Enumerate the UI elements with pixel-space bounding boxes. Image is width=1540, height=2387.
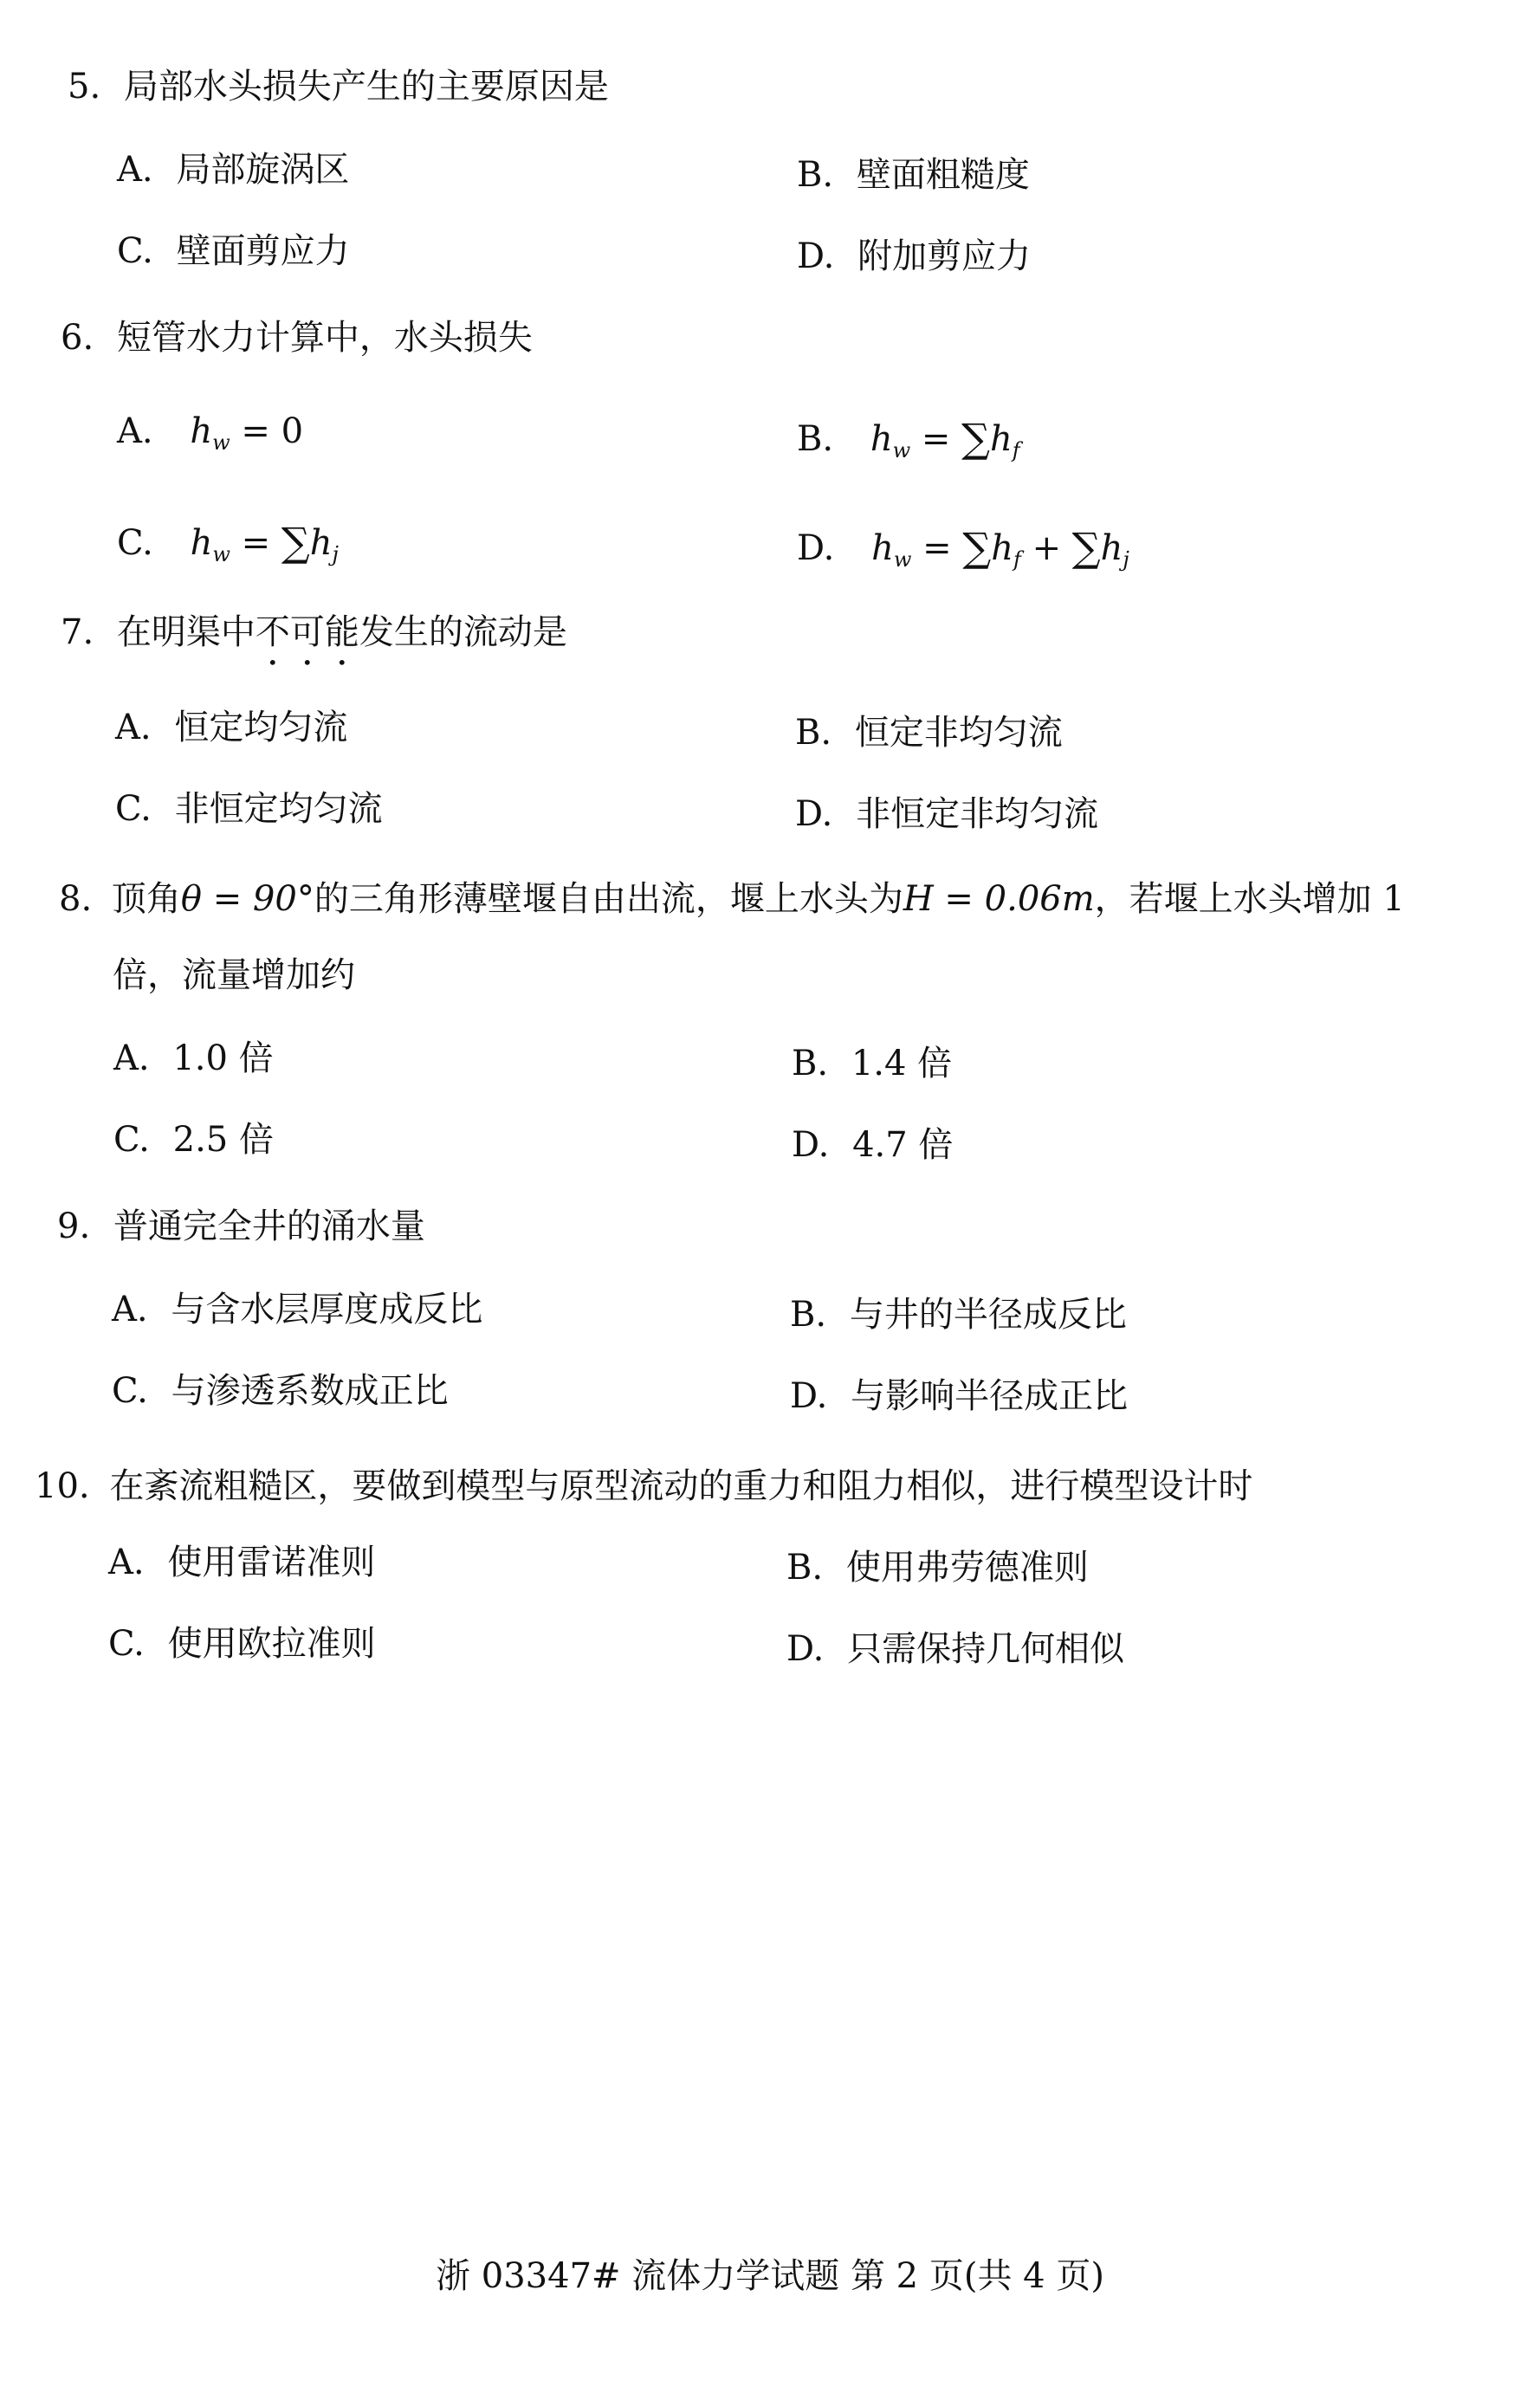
option-label: D. <box>790 1376 828 1416</box>
option-label: C. <box>117 231 153 271</box>
option-10a <box>108 1538 375 1587</box>
option-label: C. <box>108 1624 145 1664</box>
option-9d <box>790 1372 1128 1420</box>
question-8 <box>59 875 1405 923</box>
option-label: C. <box>112 1371 148 1411</box>
option-text: 与含水层厚度成反比 <box>171 1290 483 1329</box>
option-label: B. <box>797 419 834 459</box>
option-label: D. <box>786 1629 825 1669</box>
option-text: 4.7 倍 <box>852 1125 954 1165</box>
option-label: C. <box>115 789 152 829</box>
option-5d <box>797 232 1031 281</box>
option-label: B. <box>797 155 834 195</box>
question-5 <box>68 62 609 111</box>
option-label: A. <box>117 411 153 451</box>
question-stem: 短管水力计算中，水头损失 <box>116 318 533 358</box>
option-text: 局部旋涡区 <box>176 150 350 190</box>
option-10c <box>108 1620 376 1668</box>
option-text: 恒定非均匀流 <box>854 713 1063 753</box>
question-8-line2 <box>113 951 355 999</box>
question-stem: 普通完全井的涌水量 <box>113 1206 425 1246</box>
option-5b <box>797 151 1030 199</box>
option-label: B. <box>786 1548 824 1588</box>
question-stem-part: ，若堰上水头增加 1 <box>1094 879 1405 919</box>
question-stem: 在紊流粗糙区，要做到模型与原型流动的重力和阻力相似，进行模型设计时 <box>109 1466 1253 1506</box>
option-label: A. <box>113 1038 150 1078</box>
question-stem-after: 发生的流动是 <box>359 612 567 652</box>
option-text: 附加剪应力 <box>857 236 1032 276</box>
option-text: 非恒定非均匀流 <box>856 794 1099 834</box>
option-text: 与影响半径成正比 <box>851 1376 1129 1416</box>
option-label: D. <box>797 236 835 276</box>
theta-expression: θ = 90° <box>180 879 314 919</box>
question-stem-part: 的三角形薄壁堰自由出流，堰上水头为 <box>314 879 903 919</box>
option-text: 非恒定均匀流 <box>174 789 383 829</box>
formula-hw-sum-hj: $h_w = \sum h_j$ <box>190 519 339 566</box>
option-6a <box>117 407 303 467</box>
option-label: B. <box>792 1044 829 1084</box>
option-text: 壁面剪应力 <box>176 231 350 271</box>
option-label: B. <box>790 1295 827 1335</box>
formula-hw-sum-hf: $h_w = \sum h_f$ <box>870 415 1020 463</box>
option-7a <box>115 703 347 752</box>
option-label: C. <box>113 1120 150 1160</box>
question-stem-part: 顶角 <box>111 879 181 919</box>
page-footer: 浙 03347# 流体力学试题 第 2 页(共 4 页) <box>436 2256 1104 2296</box>
option-text: 2.5 倍 <box>172 1120 274 1160</box>
option-label: D. <box>795 794 833 834</box>
option-7c <box>115 785 383 833</box>
option-text: 只需保持几何相似 <box>847 1629 1125 1669</box>
option-text: 使用雷诺准则 <box>167 1543 376 1582</box>
question-6 <box>61 314 533 362</box>
question-number: 8. <box>59 879 93 919</box>
option-9b <box>790 1291 1127 1339</box>
option-6d <box>797 521 1129 584</box>
question-stem-before: 在明渠中 <box>116 612 256 652</box>
question-number: 7. <box>61 612 94 652</box>
option-text: 壁面粗糙度 <box>856 155 1030 195</box>
option-text: 1.4 倍 <box>851 1044 953 1084</box>
option-8a <box>113 1034 274 1083</box>
option-text: 与井的半径成反比 <box>849 1295 1127 1335</box>
option-label: C. <box>117 523 153 563</box>
option-label: A. <box>108 1543 145 1582</box>
question-stem: 局部水头损失产生的主要原因是 <box>123 67 609 107</box>
question-number: 5. <box>68 67 101 107</box>
head-expression: H = 0.06m <box>903 879 1095 919</box>
option-8d <box>792 1121 953 1169</box>
question-number: 9. <box>57 1206 91 1246</box>
option-label: A. <box>112 1290 148 1329</box>
question-9 <box>57 1202 425 1251</box>
option-label: A. <box>115 708 152 747</box>
option-6c <box>117 516 339 579</box>
option-9a <box>112 1285 482 1334</box>
option-5a <box>117 146 349 194</box>
option-8c <box>113 1116 274 1164</box>
option-label: B. <box>795 713 832 753</box>
question-number: 6. <box>61 318 94 358</box>
option-10b <box>786 1543 1089 1592</box>
question-10 <box>35 1462 1252 1510</box>
option-9c <box>112 1367 449 1415</box>
option-7b <box>795 708 1063 757</box>
option-text: 使用弗劳德准则 <box>845 1548 1089 1588</box>
option-label: D. <box>797 528 835 568</box>
formula-hw-sum-hf-hj: $h_w = \sum h_f + \sum h_j$ <box>871 524 1129 572</box>
question-stem-emphasis: 不可能 <box>255 612 359 652</box>
question-7 <box>61 608 567 673</box>
option-text: 恒定均匀流 <box>174 708 348 747</box>
formula-hw-zero: $h_w = 0$ <box>190 411 304 455</box>
option-label: A. <box>117 150 153 190</box>
option-8b <box>792 1039 952 1088</box>
question-stem-part: 倍，流量增加约 <box>113 955 355 995</box>
option-label: D. <box>792 1125 830 1165</box>
option-5c <box>117 227 350 275</box>
option-10d <box>786 1625 1124 1673</box>
option-text: 1.0 倍 <box>172 1038 274 1078</box>
question-number: 10. <box>35 1466 90 1506</box>
option-6b <box>797 412 1020 475</box>
option-text: 与渗透系数成正比 <box>171 1371 449 1411</box>
option-text: 使用欧拉准则 <box>167 1624 376 1664</box>
option-7d <box>795 790 1098 838</box>
